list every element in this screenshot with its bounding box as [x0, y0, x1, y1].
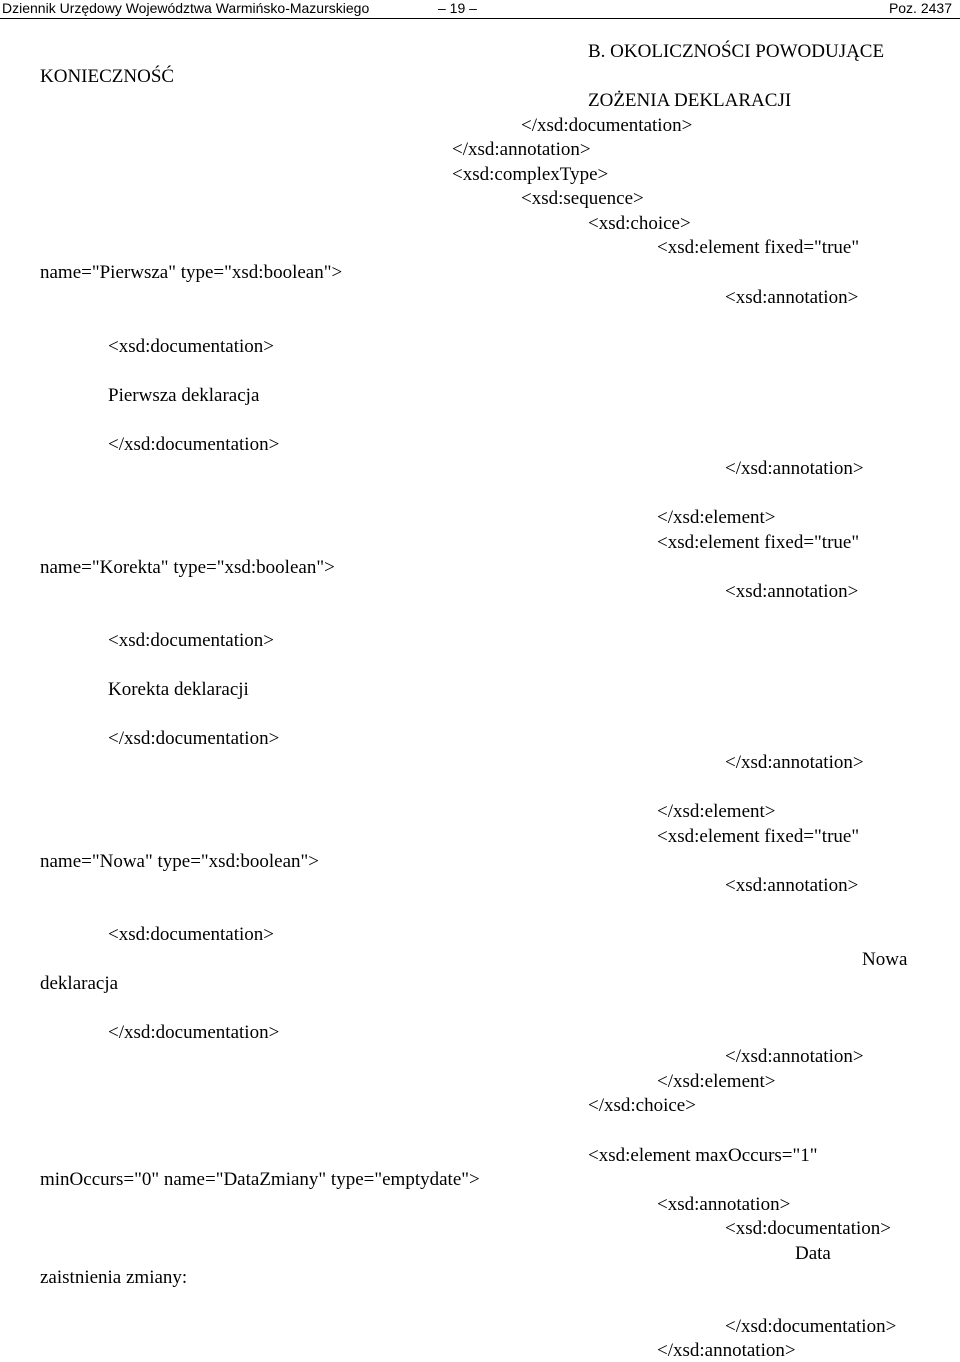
- text-line: Nowa: [862, 949, 908, 970]
- text-line: <xsd:element fixed="true": [657, 532, 860, 553]
- text-line: name="Korekta" type="xsd:boolean">: [40, 557, 335, 578]
- text-line: minOccurs="0" name="DataZmiany" type="emptydate">: [40, 1169, 480, 1190]
- text-line: </xsd:element>: [657, 1071, 776, 1092]
- text-line: <xsd:documentation>: [725, 1218, 892, 1239]
- page-header: [0, 0, 960, 19]
- text-line: </xsd:annotation>: [725, 1046, 864, 1067]
- page-number: – 19 –: [438, 0, 477, 16]
- text-line: KONIECZNOŚĆ: [40, 66, 175, 87]
- text-line: Pierwsza deklaracja: [108, 385, 260, 406]
- text-line: </xsd:choice>: [588, 1095, 696, 1116]
- text-line: </xsd:annotation>: [725, 752, 864, 773]
- text-line: <xsd:element fixed="true": [657, 826, 860, 847]
- text-line: <xsd:documentation>: [108, 630, 275, 651]
- text-line: Korekta deklaracji: [108, 679, 249, 700]
- text-line: </xsd:documentation>: [521, 115, 693, 136]
- text-line: <xsd:documentation>: [108, 336, 275, 357]
- text-line: <xsd:annotation>: [725, 287, 859, 308]
- journal-title: Dziennik Urzędowy Województwa Warmińsko-Mazurskiego: [2, 0, 370, 16]
- text-line: </xsd:element>: [657, 507, 776, 528]
- text-line: </xsd:annotation>: [657, 1340, 796, 1361]
- text-line: <xsd:choice>: [588, 213, 691, 234]
- text-line: deklaracja: [40, 973, 119, 994]
- text-line: <xsd:complexType>: [452, 164, 609, 185]
- text-line: <xsd:annotation>: [657, 1194, 791, 1215]
- position-number: Poz. 2437: [888, 0, 952, 16]
- section-title: ZOŻENIA DEKLARACJI: [588, 90, 792, 111]
- text-line: <xsd:sequence>: [521, 188, 644, 209]
- text-line: zaistnienia zmiany:: [40, 1267, 188, 1288]
- text-line: <xsd:documentation>: [108, 924, 275, 945]
- text-line: <xsd:element maxOccurs="1": [588, 1145, 818, 1166]
- text-line: <xsd:element fixed="true": [657, 237, 860, 258]
- text-line: </xsd:annotation>: [452, 139, 591, 160]
- section-title: B. OKOLICZNOŚCI POWODUJĄCE: [588, 41, 885, 62]
- text-line: <xsd:annotation>: [725, 581, 859, 602]
- text-line: </xsd:documentation>: [108, 434, 280, 455]
- text-line: name="Pierwsza" type="xsd:boolean">: [40, 262, 343, 283]
- text-line: </xsd:element>: [657, 801, 776, 822]
- text-line: </xsd:annotation>: [725, 458, 864, 479]
- text-line: <xsd:annotation>: [725, 875, 859, 896]
- text-line: </xsd:documentation>: [108, 728, 280, 749]
- text-line: </xsd:documentation>: [108, 1022, 280, 1043]
- text-line: </xsd:documentation>: [725, 1316, 897, 1337]
- text-line: name="Nowa" type="xsd:boolean">: [40, 851, 319, 872]
- text-line: Data: [795, 1243, 831, 1264]
